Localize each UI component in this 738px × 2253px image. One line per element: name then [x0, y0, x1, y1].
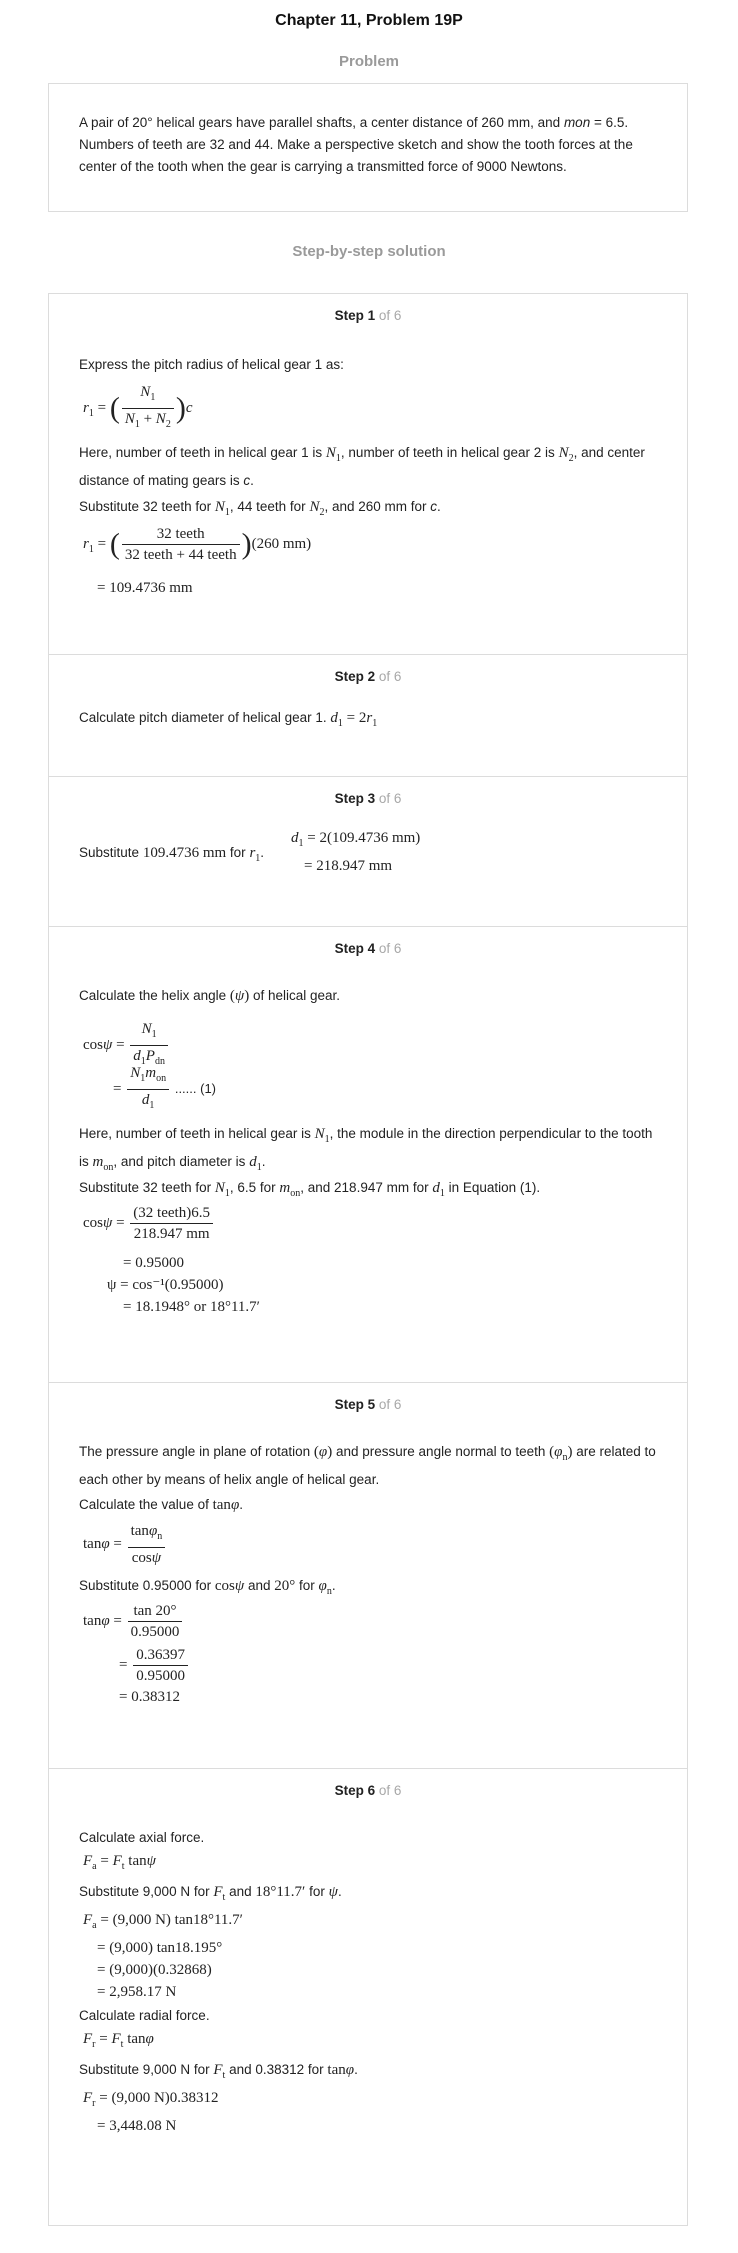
problem-statement: A pair of 20° helical gears have parallel shafts, a center distance of 260 mm, and mon = 6.5. Numbers of teeth are 32 and 44. Make a perspective sketch and show the tooth forces at the center of the tooth when the gear is carrying a transmitted force of 9000 Newtons.: [79, 115, 633, 174]
equation: = $\frac{N_1m_{on}}{d_1}$ ...... (1): [113, 1065, 216, 1111]
step-text: Here, number of teeth in helical gear 1 is $N_1$, number of teeth in helical gear 2 is $N_2$, and center distance of mating gears is c.: [79, 445, 645, 488]
equation-result: = 109.4736 mm: [97, 580, 193, 596]
equation: $F_a = F_t$ tanψ: [83, 1853, 156, 1872]
step-text: Calculate the value of tanφ.: [79, 1497, 244, 1513]
equation: $r_1$ = ( $\frac{N_1}{N_1 + N_2}$ )c: [83, 384, 193, 430]
problem-heading: Problem: [338, 53, 399, 70]
equation-result: = 0.38312: [119, 1689, 180, 1705]
step-heading: Step 6 of 6: [334, 1783, 402, 1798]
step-heading: Step 2 of 6: [334, 669, 402, 684]
equation: tanφ = $\frac{\tan 20^\circ}{0.95000}$: [83, 1601, 184, 1642]
equation: $F_a = (9,000$ N) tan18°11.7′ = (9,000) tan18.195° = (9,000)(0.32868) = 2,958.17 N: [83, 1912, 243, 2000]
step-heading: Step 4 of 6: [334, 941, 402, 956]
equation: $F_r = (9,000$ N)0.38312 = 3,448.08 N: [83, 2090, 219, 2134]
step-heading: Step 1 of 6: [334, 308, 402, 323]
equation: $d_1 = 2(109.4736$ mm) = 218.947 mm: [291, 830, 421, 874]
step-text: Here, number of teeth in helical gear is $N_1$, the module in the direction perpendicular to the tooth is $m_{on}$, and pitch diameter is $d_1$.: [79, 1126, 653, 1173]
step-text: Substitute 32 teeth for $N_1$, 44 teeth for $N_2$, and 260 mm for c.: [79, 499, 441, 518]
step-text: Calculate radial force.: [79, 2008, 210, 2023]
equation: = $\frac{0.36397}{0.95000}$: [119, 1645, 190, 1686]
solution-box: [48, 293, 688, 2226]
step-text: Calculate the helix angle (ψ) of helical gear.: [79, 988, 341, 1004]
equation: $r_1$ = ( $\frac{\text{32 teeth}}{\text{32 teeth + 44 teeth}}$ )(260 mm): [83, 526, 312, 563]
equation-result: = 0.95000 ψ = cos⁻¹(0.95000) = 18.1948° or 18°11.7′: [107, 1255, 260, 1315]
equation: tanφ = $\frac{\tan\varphi_n}{\cos\psi}$: [83, 1521, 167, 1568]
page-title: Chapter 11, Problem 19P: [275, 12, 463, 29]
step-text: Substitute 109.4736 mm for $r_1$.: [79, 845, 265, 864]
problem-box: [48, 83, 688, 212]
step-2: [49, 654, 687, 777]
step-text: Calculate axial force.: [79, 1830, 205, 1845]
step-text: The pressure angle in plane of rotation (φ) and pressure angle normal to teeth $(\varphi_n)$ are related to each other by means of helix angle of helical gear.: [79, 1444, 656, 1487]
step-heading: Step 5 of 6: [334, 1397, 402, 1412]
step-text: Substitute 9,000 N for $F_t$ and 0.38312 for tanφ.: [79, 2062, 358, 2081]
solution-heading: Step-by-step solution: [292, 243, 446, 260]
step-5: [49, 1382, 687, 1769]
step-4: [49, 926, 687, 1383]
step-text: Express the pitch radius of helical gear 1 as:: [79, 357, 344, 372]
equation: cosψ = $\frac{N_1}{d_1P_{dn}}$: [83, 1019, 170, 1072]
step-text: Substitute 32 teeth for $N_1$, 6.5 for $m_{on}$, and 218.947 mm for $d_1$ in Equation (1).: [79, 1180, 541, 1199]
step-6: [49, 1768, 687, 2227]
step-text: Substitute 9,000 N for $F_t$ and 18°11.7′ for ψ.: [79, 1884, 342, 1903]
step-3: [49, 776, 687, 927]
equation: cosψ = $\frac{\text{(32 teeth)6.5}}{218.947 mm}$: [83, 1203, 215, 1244]
step-text: Calculate pitch diameter of helical gear 1. $d_1 = 2r_1$: [79, 710, 378, 729]
step-heading: Step 3 of 6: [334, 791, 402, 806]
step-1: [49, 294, 687, 654]
step-text: Substitute 0.95000 for cosψ and 20° for $\varphi_n$.: [79, 1578, 336, 1597]
equation: $F_r = F_t$ tanφ: [83, 2031, 154, 2050]
